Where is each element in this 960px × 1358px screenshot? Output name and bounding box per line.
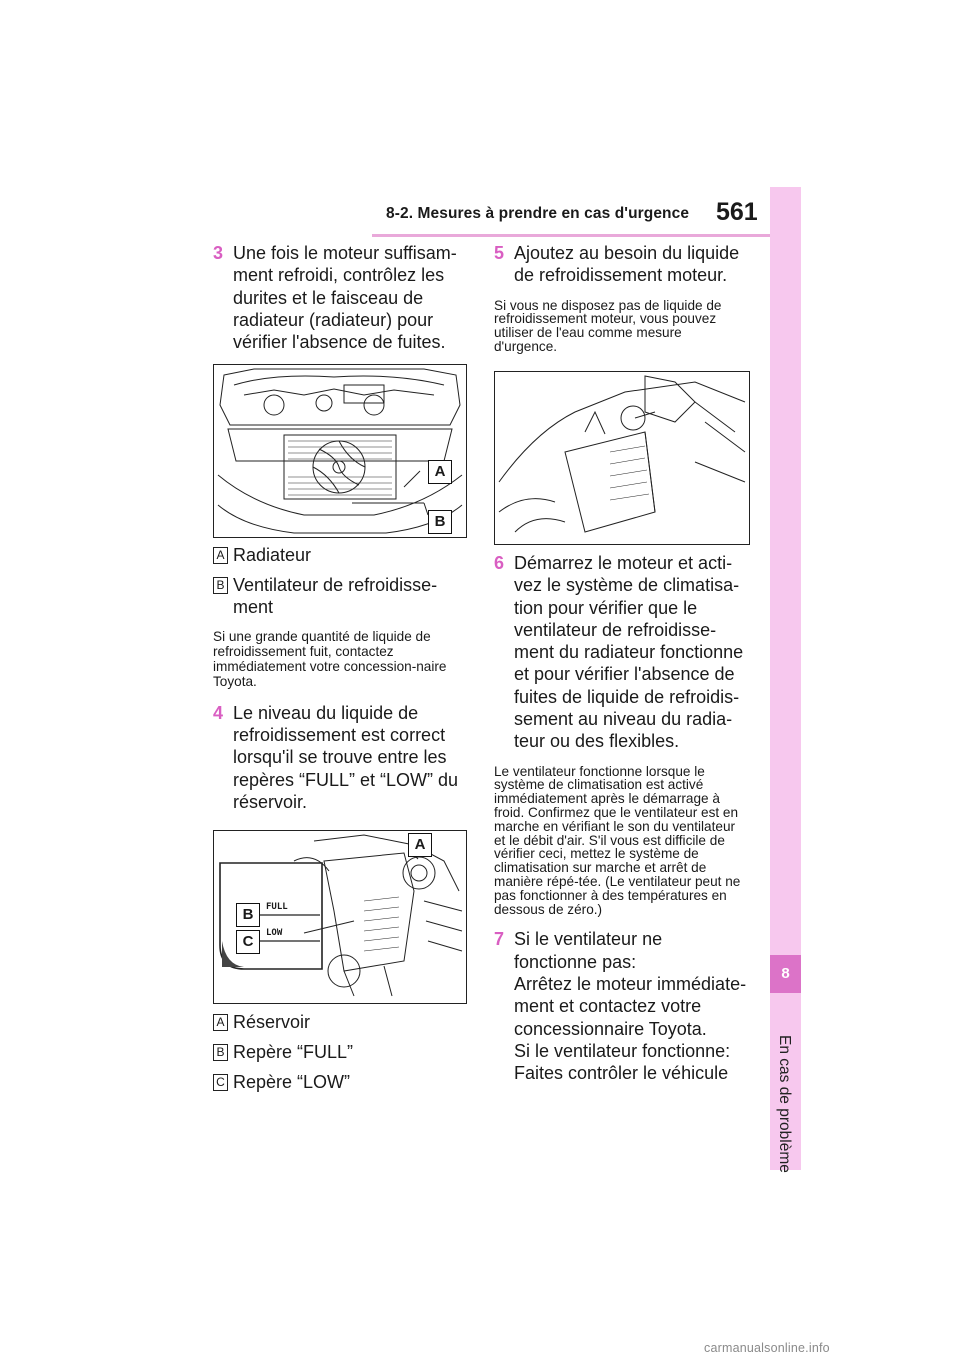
- step-number: 7: [494, 929, 505, 950]
- legend-item: [213, 544, 465, 566]
- chapter-title-text: En cas de problème: [776, 1035, 793, 1173]
- figure-label-a: A: [428, 460, 452, 484]
- step-text: Le niveau du liquide de refroidissement est correct lorsqu'il se trouve entre les repères “FULL” et “LOW” du réservoir.: [233, 702, 459, 812]
- legend-text: Repère “FULL”: [233, 1042, 354, 1062]
- legend-letter: B: [213, 577, 228, 594]
- header-rule: [372, 234, 770, 237]
- step-text: Une fois le moteur suffisam-ment refroidi, contrôlez les durites et le faisceau de radiateur (radiateur) pour vérifier l'absence de fuites.: [233, 243, 457, 353]
- legend-item: [213, 574, 465, 618]
- step-7-line-1: Si le ventilateur ne fonctionne pas:: [514, 929, 663, 972]
- chapter-number-badge: 8: [770, 955, 801, 993]
- step-7-line-2: Arrêtez le moteur immédiate-ment et contactez votre concessionnaire Toyota.: [514, 974, 747, 1039]
- legend-letter: C: [213, 1074, 228, 1091]
- pouring-coolant-illustration: [495, 372, 749, 544]
- figure-coolant-reservoir: [213, 830, 467, 1004]
- legend-letter: A: [213, 1014, 228, 1031]
- page-number: 561: [716, 198, 758, 226]
- footer-watermark: carmanualsonline.info: [704, 1341, 830, 1355]
- legend-letter: B: [213, 1044, 228, 1061]
- left-column-bottom: [213, 1011, 465, 1101]
- step-7: [494, 928, 748, 1084]
- left-column-lower: [213, 544, 465, 823]
- legend-text: Radiateur: [233, 545, 312, 565]
- full-mark-text: FULL: [266, 902, 288, 912]
- step-3: [213, 242, 465, 353]
- right-column-lower: [494, 552, 748, 1095]
- right-column: [494, 242, 748, 364]
- chapter-side-tab: [770, 187, 801, 1170]
- figure-label-b: B: [236, 903, 260, 927]
- legend-item: [213, 1041, 465, 1063]
- legend-item: [213, 1071, 465, 1093]
- legend-text: Repère “LOW”: [233, 1072, 351, 1092]
- note-fan: Le ventilateur fonctionne lorsque le système de climatisation est activé immédiatement après le démarrage à froid. Confirmez que le ventilateur est en marche en vérifiant le son du ventilateur et le débit d'air. S'il vous est difficile de vérifier ceci, mettez le système de climatisation sur marche et arrêt de manière répé-tée. (Le ventilateur peut ne pas fonctionner à des températures en dessous de zéro.): [494, 763, 741, 917]
- legend-letter: A: [213, 547, 228, 564]
- figure-label-c: C: [236, 930, 260, 954]
- step-4: [213, 702, 465, 813]
- figure-label-a: A: [408, 833, 432, 857]
- legend-text: Ventilateur de refroidisse-ment: [233, 575, 438, 617]
- step-text: Ajoutez au besoin du liquide de refroidissement moteur.: [514, 243, 740, 286]
- legend-text: Réservoir: [233, 1012, 311, 1032]
- step-7-line-4: Faites contrôler le véhicule: [514, 1063, 729, 1084]
- figure-adding-coolant: [494, 371, 750, 545]
- step-number: 6: [494, 553, 505, 573]
- figure-engine-radiator: [213, 364, 467, 538]
- step-5: [494, 242, 748, 287]
- step-number: 4: [213, 702, 224, 723]
- low-mark-text: LOW: [266, 928, 283, 938]
- section-title: 8-2. Mesures à prendre en cas d'urgence: [386, 205, 690, 222]
- left-column: [213, 242, 465, 365]
- step-text: Démarrez le moteur et acti-vez le système de climatisa-tion pour vérifier que le ventilateur de refroidisse-ment du radiateur fonctionne et pour vérifier l'absence de fuites de liquide de refroidis-sement au niveau du radia-teur ou des flexibles.: [514, 553, 744, 752]
- step-number: 5: [494, 243, 505, 263]
- note-leak: Si une grande quantité de liquide de refroidissement fuit, contactez immédiatement votre concession-naire Toyota.: [213, 629, 447, 689]
- step-number: 3: [213, 243, 224, 263]
- legend-item: [213, 1011, 465, 1033]
- figure-label-b: B: [428, 510, 452, 534]
- step-6: [494, 552, 748, 753]
- step-7-line-3: Si le ventilateur fonctionne:: [514, 1040, 731, 1061]
- note-water: Si vous ne disposez pas de liquide de refroidissement moteur, vous pouvez utiliser de l'eau comme mesure d'urgence.: [494, 297, 722, 354]
